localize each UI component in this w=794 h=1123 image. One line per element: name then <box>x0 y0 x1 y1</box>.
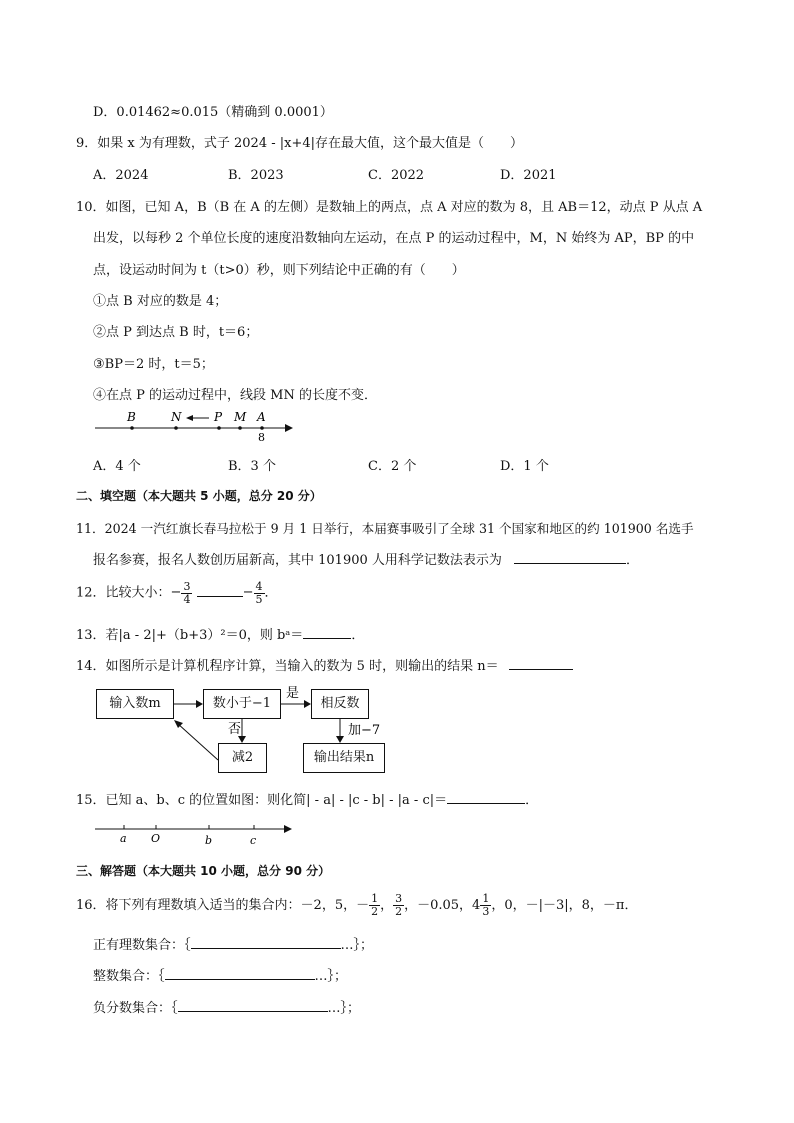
q9-option-d: D．2021 <box>500 168 557 183</box>
q9-option-b: B．2023 <box>228 168 284 183</box>
q10-item-4: ④在点 P 的运动过程中，线段 MN 的长度不变． <box>93 388 377 403</box>
flow-box-input: 输入数m <box>96 689 174 719</box>
q15-stem: 15．已知 a、b、c 的位置如图：则化简| - a| - |c - b| - |a - c|＝ <box>76 793 448 808</box>
q13-end: ． <box>351 628 365 643</box>
q10-option-b: B．3 个 <box>228 459 276 474</box>
q10-option-c: C．2 个 <box>368 459 417 474</box>
q10-option-a: A．4 个 <box>93 459 141 474</box>
flow-box-subtract: 减2 <box>218 743 267 773</box>
label-no: 否 <box>228 722 242 737</box>
axis-label-b: b <box>205 834 213 847</box>
axis-label-a: A <box>257 410 266 424</box>
axis-label-a: a <box>120 832 127 845</box>
flow-box-output: 输出结果n <box>303 743 385 773</box>
label-add-neg-7: 加−7 <box>348 723 381 738</box>
axis-label-o: O <box>151 832 161 845</box>
q13-text: 13．若|a - 2|+（b+3）²＝0，则 bᵃ＝ <box>76 628 304 643</box>
q9-option-c: C．2022 <box>368 168 425 183</box>
q11-line-1: 11．2024 一汽红旗长春马拉松于 9 月 1 日举行，本届赛事吸引了全球 31 个国家和地区的约 101900 名选手 <box>76 521 694 536</box>
q10-option-d: D．1 个 <box>500 459 549 474</box>
axis-label-c: c <box>250 834 257 847</box>
set-integer-blank[interactable] <box>165 967 315 980</box>
flow-box-negate: 相反数 <box>311 689 369 719</box>
axis-label-b: B <box>127 410 136 424</box>
section-2-heading: 二、填空题（本大题共 5 小题，总分 20 分） <box>76 489 322 503</box>
q16-set-integer: 整数集合：｛ …｝； <box>93 969 348 984</box>
q10-item-3: ③BP＝2 时，t＝5； <box>93 357 214 372</box>
q12-line: 12．比较大小：− $\frac{3}{4}$ − $\frac{4}{5}$ ． <box>76 579 278 606</box>
q15-end: ． <box>525 793 539 808</box>
section-3-heading: 三、解答题（本大题共 10 小题，总分 90 分） <box>76 864 331 878</box>
q10-line-2: 出发，以每秒 2 个单位长度的速度沿数轴向左运动，在点 P 的运动过程中，M，N 始终为 AP，BP 的中 <box>93 231 695 246</box>
q12-fraction-2: $\frac{4}{5}$ <box>255 579 263 606</box>
axis-value-a: 8 <box>258 431 265 444</box>
label-yes: 是 <box>286 686 300 701</box>
q16-fraction-2: $\frac{3}{2}$ <box>395 892 403 918</box>
q10-item-2: ②点 P 到达点 B 时，t＝6； <box>93 325 259 340</box>
q10-item-1: ①点 B 对应的数是 4； <box>93 294 228 309</box>
q9-stem: 9．如果 x 为有理数，式子 2024 - |x+4|存在最大值，这个最大值是（ ） <box>76 136 523 151</box>
q16-prefix: 16．将下列有理数填入适当的集合内：－2，5，－ <box>76 898 370 913</box>
set-positive-blank[interactable] <box>191 936 341 949</box>
q16-set-negative-fraction: 负分数集合：｛ …｝； <box>93 1001 361 1016</box>
axis-label-p: P <box>214 410 223 424</box>
q12-end: ． <box>264 585 278 601</box>
q9-option-a: A．2024 <box>93 168 149 183</box>
q16-fraction-3: $\frac{1}{3}$ <box>482 892 490 918</box>
q14-stem: 14．如图所示是计算机程序计算，当输入的数为 5 时，则输出的结果 n＝ <box>76 659 499 674</box>
axis-label-m: M <box>234 410 247 424</box>
q11-end: ． <box>626 553 640 568</box>
set-negative-fraction-blank[interactable] <box>178 999 328 1012</box>
q11-text: 报名参赛，报名人数创历届新高，其中 101900 人用科学记数法表示为 <box>93 553 502 568</box>
q10-line-3: 点，设运动时间为 t（t>0）秒，则下列结论中正确的有（ ） <box>93 263 465 278</box>
axis-label-n: N <box>171 410 182 424</box>
q16-line: 16．将下列有理数填入适当的集合内：－2，5，－ $\frac{1}{2}$ ， $\frac{3}{2}$ ，－0.05，4 $\frac{1}{3}$ ，0，－|－3|，8，－π． <box>76 892 638 918</box>
q16-fraction-1: $\frac{1}{2}$ <box>371 892 379 918</box>
q12-fraction-1: $\frac{3}{4}$ <box>183 579 191 606</box>
q12-prefix: 12．比较大小： <box>76 585 171 601</box>
q16-set-positive: 正有理数集合：｛ …｝； <box>93 938 374 953</box>
flow-box-condition: 数小于−1 <box>203 689 281 719</box>
q10-line-1: 10．如图，已知 A，B（B 在 A 的左侧）是数轴上的两点，点 A 对应的数为 8，且 AB＝12，动点 P 从点 A <box>76 200 703 215</box>
q8-option-d: D．0.01462≈0.015（精确到 0.0001） <box>93 105 333 120</box>
